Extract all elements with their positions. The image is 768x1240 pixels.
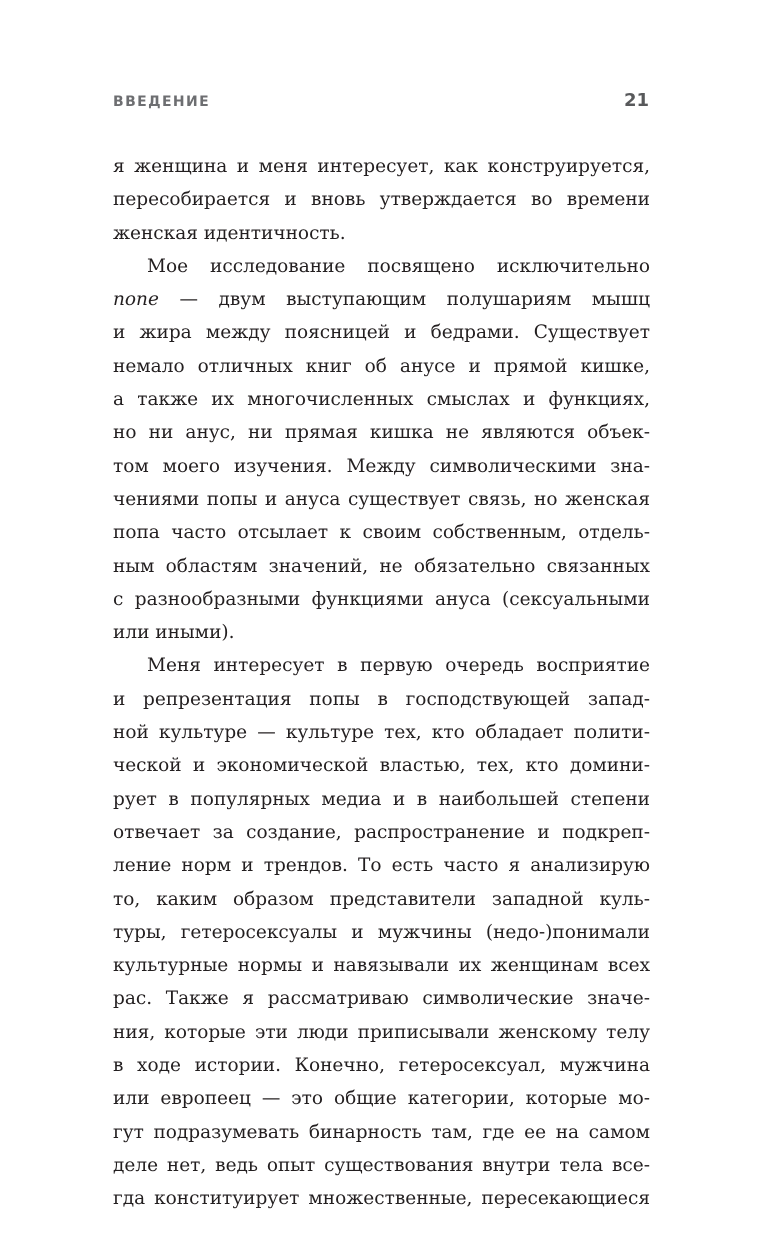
text-line: немало отличных книг об анусе и прямой кишке, xyxy=(113,355,650,377)
text-line: культурные нормы и навязывали их женщинам всех xyxy=(113,955,650,977)
text-line: я женщина и меня интересует, как конструируется, xyxy=(113,156,650,177)
text-line: то, каким образом представители западной куль- xyxy=(113,888,650,910)
running-head: ВВЕДЕНИЕ xyxy=(113,94,211,110)
text-line: попа часто отсылает к своим собственным, отдель- xyxy=(113,522,650,544)
text-line: а также их многочисленных смыслах и функциях, xyxy=(113,389,650,411)
text-line: ной культуре — культуре тех, кто обладает полити- xyxy=(113,722,650,744)
text-line: ным областям значений, не обязательно связанных xyxy=(113,555,650,577)
text-line: рует в популярных медиа и в наибольшей степени xyxy=(113,788,650,810)
text-line: ния, которые эти люди приписывали женскому телу xyxy=(113,1021,650,1043)
text-line: и жира между поясницей и бедрами. Существует xyxy=(113,322,650,344)
text-line: отвечает за создание, распространение и подкреп- xyxy=(113,821,650,843)
text-line-rest: — двум выступающим полушариям мышц xyxy=(158,289,650,311)
text-line: женская идентичность. xyxy=(113,222,346,244)
text-line: и репрезентация попы в господствующей запад- xyxy=(113,688,650,710)
text-line: деле нет, ведь опыт существования внутри тела все- xyxy=(113,1154,650,1176)
text-line: ление норм и трендов. То есть часто я анализирую xyxy=(113,855,650,877)
text-line: с разнообразными функциями ануса (сексуальными xyxy=(113,588,650,610)
text-line: ческой и экономической властью, тех, кто домини- xyxy=(113,755,650,777)
text-line xyxy=(113,283,650,316)
italic-word: попе xyxy=(113,289,159,311)
text-line: или европеец — это общие категории, которые мо- xyxy=(113,1088,650,1110)
text-line: гда конституирует множественные, пересекающиеся xyxy=(113,1188,650,1210)
page-number: 21 xyxy=(623,90,649,111)
text-line: Мое исследование посвящено исключительно xyxy=(147,255,650,277)
text-line: чениями попы и ануса существует связь, но женская xyxy=(113,488,650,510)
text-line: гут подразумевать бинарность там, где ее на самом xyxy=(113,1121,650,1143)
text-line: Меня интересует в первую очередь восприятие xyxy=(147,655,650,677)
text-line: в ходе истории. Конечно, гетеросексуал, мужчина xyxy=(113,1055,650,1077)
text-line: пересобирается и вновь утверждается во времени xyxy=(113,189,650,211)
body-text xyxy=(113,150,650,1216)
text-line: или иными). xyxy=(113,622,235,644)
text-line: том моего изучения. Между символическими зна- xyxy=(113,455,650,477)
text-line: но ни анус, ни прямая кишка не являются объек- xyxy=(113,422,650,444)
page-header xyxy=(113,90,649,116)
text-line: рас. Также я рассматриваю символические значе- xyxy=(113,988,650,1010)
text-line: туры, гетеросексуалы и мужчины (недо-)понимали xyxy=(113,921,650,943)
